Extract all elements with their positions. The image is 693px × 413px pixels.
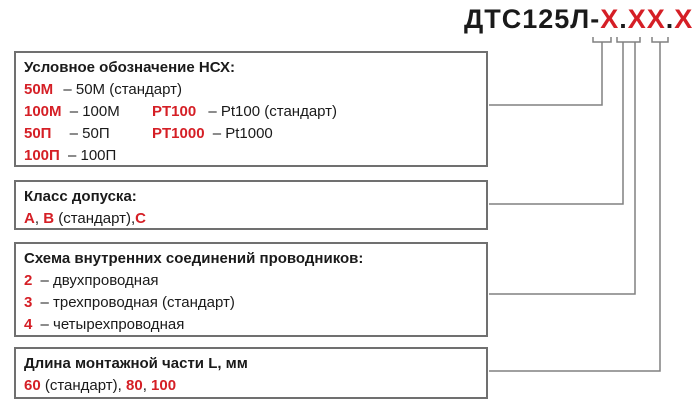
nsh-text: – Pt1000 — [212, 125, 273, 142]
length-title: Длина монтажной части L, мм — [24, 355, 248, 372]
model-code-x2: XX — [627, 4, 666, 34]
connector-tolerance — [489, 42, 623, 204]
length-v1: 60 — [24, 377, 41, 394]
nsh-row — [24, 101, 478, 123]
wiring-text: – трехпроводная (стандарт) — [40, 294, 235, 311]
length-values — [24, 375, 478, 397]
tolerance-b: B — [43, 210, 55, 227]
length-box — [14, 347, 488, 399]
model-code-sep1: . — [619, 4, 628, 34]
wiring-code: 3 — [24, 294, 33, 311]
nsh-text: – 50П — [69, 125, 110, 142]
nsh-box — [14, 51, 488, 167]
connector-wiring — [489, 42, 635, 294]
model-code-prefix: ДТС125Л- — [464, 4, 601, 34]
wiring-row — [24, 292, 478, 314]
wiring-code: 2 — [24, 272, 33, 289]
length-v1-note: (стандарт), — [44, 377, 122, 394]
wiring-row — [24, 270, 478, 292]
nsh-code: 100М — [24, 103, 62, 120]
wiring-box — [14, 242, 488, 337]
nsh-code: 100П — [24, 147, 60, 164]
bracket-x2 — [617, 37, 640, 42]
nsh-row — [24, 145, 478, 167]
wiring-text: – двухпроводная — [40, 272, 159, 289]
nsh-code: 50М — [24, 81, 54, 98]
tolerance-box — [14, 180, 488, 230]
nsh-code: PT100 — [152, 103, 197, 120]
wiring-code: 4 — [24, 316, 33, 333]
length-v3: 100 — [151, 377, 177, 394]
nsh-text: – 100П — [67, 147, 117, 164]
length-comma: , — [142, 377, 147, 394]
nsh-title: Условное обозначение НСХ: — [24, 59, 235, 76]
model-code-sep2: . — [665, 4, 675, 34]
model-code-x1: X — [600, 4, 620, 34]
nsh-row — [24, 79, 478, 101]
nsh-row — [24, 123, 478, 145]
nsh-code: 50П — [24, 125, 52, 142]
length-v2: 80 — [126, 377, 143, 394]
bracket-x3 — [652, 37, 668, 42]
nsh-text: – 50М (стандарт) — [63, 81, 183, 98]
tolerance-values — [24, 208, 478, 230]
bracket-x1 — [593, 37, 611, 42]
tolerance-comma: , — [34, 210, 40, 227]
model-code-x3: X — [674, 4, 693, 34]
wiring-text: – четырехпроводная — [40, 316, 185, 333]
nsh-text: – Pt100 (стандарт) — [208, 103, 338, 120]
connector-nsh — [489, 42, 602, 105]
nsh-code: PT1000 — [152, 125, 205, 142]
nsh-text: – 100М — [69, 103, 120, 120]
tolerance-c: C — [135, 210, 147, 227]
tolerance-title: Класс допуска: — [24, 188, 137, 205]
wiring-row — [24, 314, 478, 336]
wiring-title: Схема внутренних соединений проводников: — [24, 250, 364, 267]
tolerance-a: A — [24, 210, 35, 227]
tolerance-b-note: (стандарт), — [58, 210, 136, 227]
